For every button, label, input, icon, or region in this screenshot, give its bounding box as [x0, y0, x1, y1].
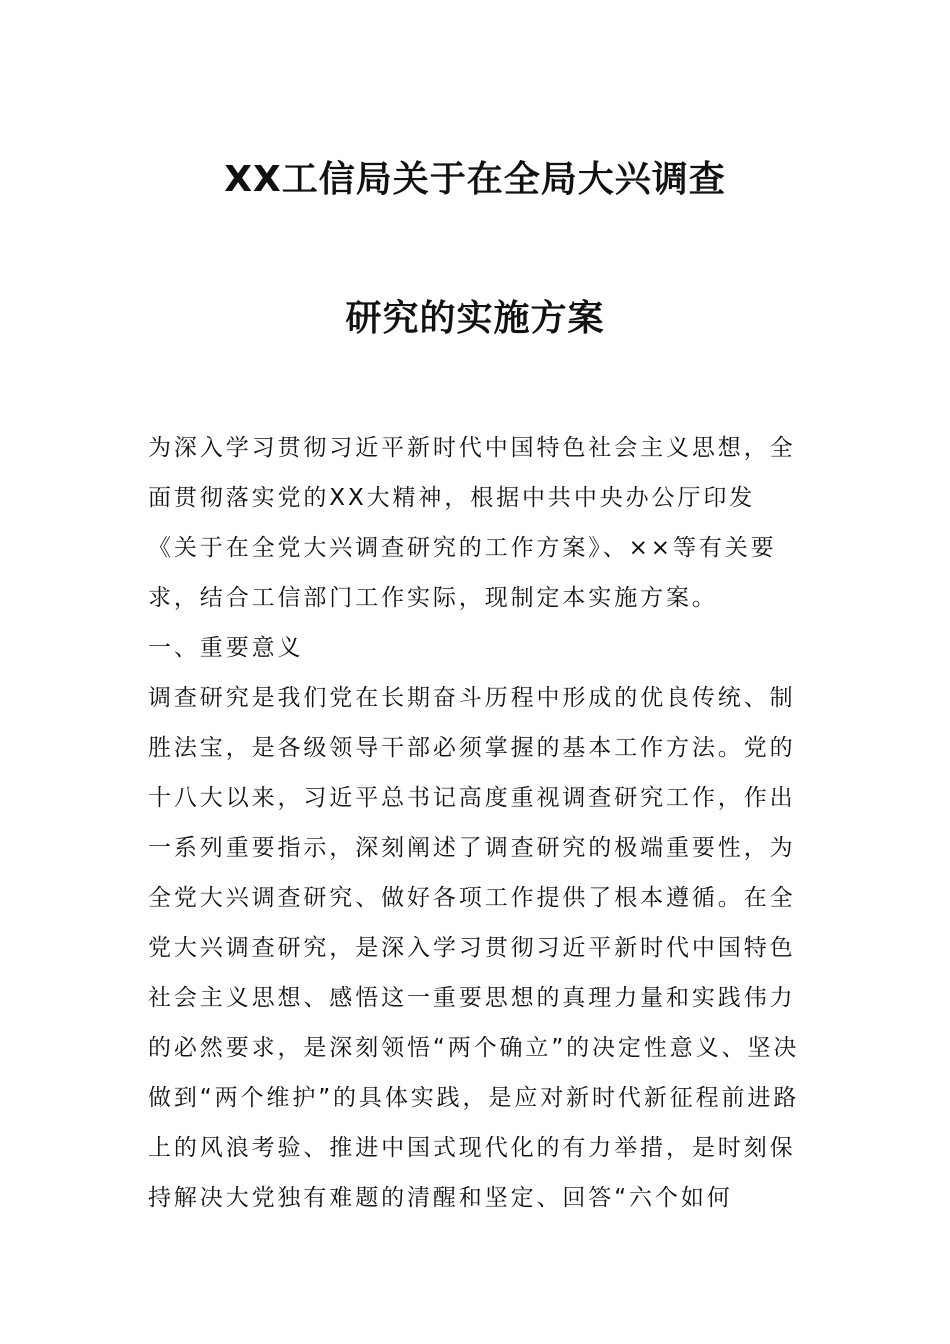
intro-paragraph: 为深入学习贯彻习近平新时代中国特色社会主义思想，全面贯彻落实党的XX大精神，根据中共中央办公厅印发《关于在全党大兴调查研究的工作方案》、××等有关要求，结合工信部门工作实际，现制定本实施方案。: [148, 435, 796, 611]
section-1-heading: 一、重要意义: [148, 635, 304, 661]
section-1-paragraph: 调查研究是我们党在长期奋斗历程中形成的优良传统、制胜法宝，是各级领导干部必须掌握的基本工作方法。党的十八大以来，习近平总书记高度重视调查研究工作，作出一系列重要指示，深刻阐述了调查研究的极端重要性，为全党大兴调查研究、做好各项工作提供了根本遵循。在全党大兴调查研究，是深入学习贯彻习近平新时代中国特色社会主义思想、感悟这一重要思想的真理力量和实践伟力的必然要求，是深刻领悟“两个确立”的决定性意义、坚决做到“两个维护”的具体实践，是应对新时代新征程前进路上的风浪考验、推进中国式现代化的有力举措，是时刻保持解决大党独有难题的清醒和坚定、回答“六个如何: [148, 685, 800, 1211]
document-title-line-1: XX工信局关于在全局大兴调查: [224, 159, 726, 200]
document-body: [148, 423, 804, 1223]
document-title-line-2: 研究的实施方案: [345, 298, 605, 339]
